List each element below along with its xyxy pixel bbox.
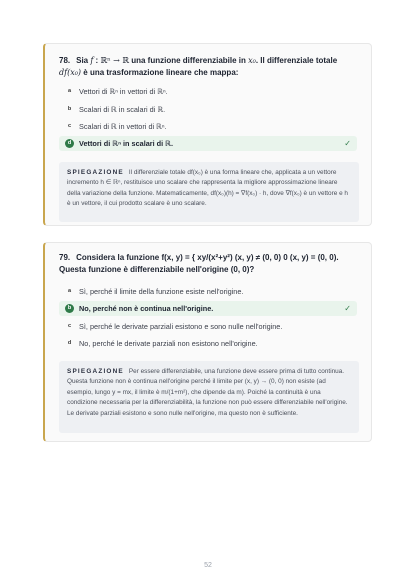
question-card-79: [43, 242, 372, 442]
check-icon: ✓: [344, 139, 351, 148]
explanation-box-78: SPIEGAZIONE Il differenziale totale df(x₀) è una forma lineare che, applicata a un vettore incremento h ∈ ℝⁿ, restituisce uno scalare che rappresenta la migliore approssimazione lineare della variazione della funzione. Matematicamente, df(x₀)(h) = ∇f(x₀) · h, dove ∇f(x₀) è un vettore e h è un vettore, il cui prodotto scalare è uno scalare.: [59, 162, 359, 222]
option-c[interactable]: c Scalari di ℝ in vettori di ℝⁿ.: [67, 122, 167, 131]
option-a[interactable]: a Vettori di ℝⁿ in vettori di ℝⁿ.: [67, 87, 168, 96]
explanation-box-79: SPIEGAZIONE Per essere differenziabile, una funzione deve essere prima di tutto continua. Questa funzione non è continua nell'origine perché il limite per (x, y) → (0, 0) non esiste (ad esempio, lungo y = mx, il limite è m/(1+m²), che dipende da m). Poiché la continuità è una condizione necessaria per la differenziabilità, la funzione non può essere differenziabile nell'origine. Le derivate parziali esistono e sono nulle nell'origine, ma questo non è sufficiente.: [59, 361, 359, 433]
check-icon: ✓: [344, 304, 351, 313]
option-b-correct[interactable]: b No, perché non è continua nell'origine. ✓: [59, 301, 357, 316]
option-b[interactable]: b Scalari di ℝ in scalari di ℝ.: [67, 105, 166, 114]
question-card-78: [43, 43, 372, 226]
option-d-correct[interactable]: d Vettori di ℝⁿ in scalari di ℝ. ✓: [59, 136, 357, 151]
option-c[interactable]: c Sì, perché le derivate parziali esistono e sono nulle nell'origine.: [67, 322, 283, 331]
question-text-78: 78. Sia f : ℝⁿ → ℝ una funzione differenziabile in x₀. Il differenziale totale df(x₀) è una trasformazione lineare che mappa:: [59, 56, 338, 77]
question-text-79: 79. Considera la funzione f(x, y) = { xy/(x²+y²) (x, y) ≠ (0, 0) 0 (x, y) = (0, 0). Questa funzione è differenziabile nell'origine (0, 0)?: [59, 253, 339, 274]
option-d[interactable]: d No, perché le derivate parziali non esistono nell'origine.: [67, 339, 258, 348]
option-a[interactable]: a Sì, perché il limite della funzione esiste nell'origine.: [67, 287, 244, 296]
page-number: 52: [204, 562, 212, 569]
